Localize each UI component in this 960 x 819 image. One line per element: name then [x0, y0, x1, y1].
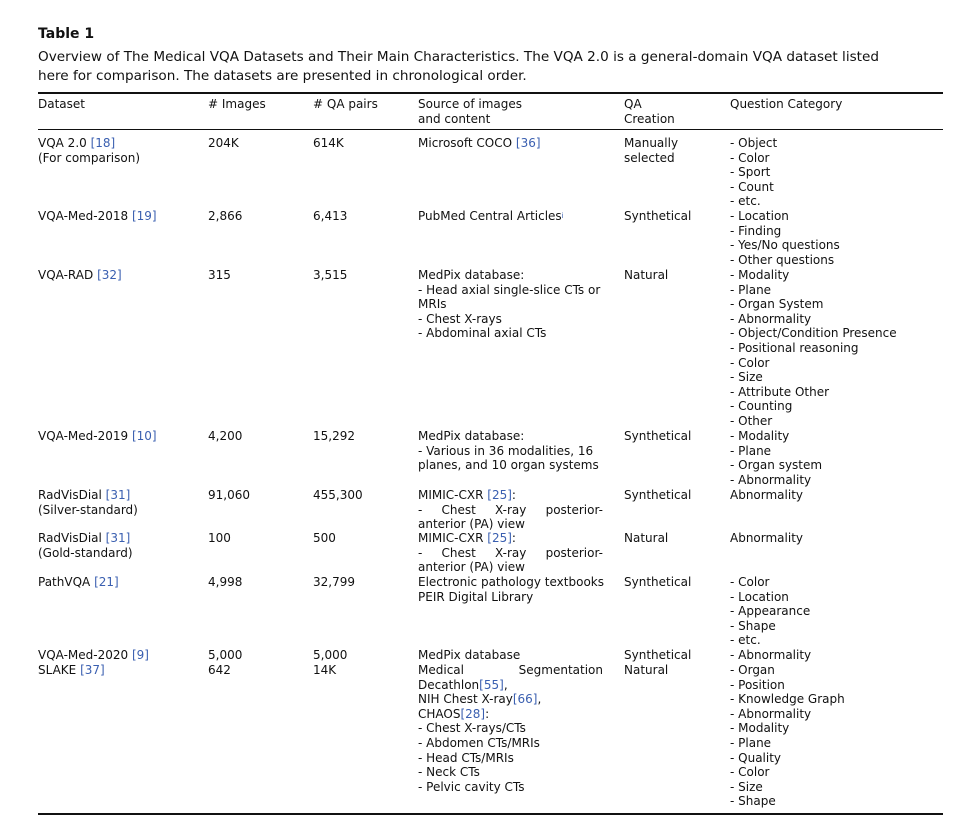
source-line: MedPix database: — [418, 429, 525, 443]
images-cell: 315 — [208, 268, 231, 282]
category-item: - etc. — [730, 633, 761, 648]
source-line: - Head axial single-slice CTs or — [418, 282, 601, 297]
caption-line: here for comparison. The datasets are presented in chronological order. — [38, 68, 527, 84]
category-item: - Modality — [730, 721, 790, 736]
question-category-cell — [730, 648, 945, 663]
source-word: - — [418, 545, 423, 560]
category-item: - Size — [730, 370, 763, 385]
source-line — [418, 663, 603, 678]
images-cell: 4,998 — [208, 575, 243, 589]
dataset-name: VQA 2.0 — [38, 136, 87, 150]
citation-link[interactable]: [31] — [105, 531, 131, 545]
qa-pairs-cell: 15,292 — [313, 429, 355, 443]
category-item: - Organ System — [730, 297, 824, 312]
citation-link[interactable]: [19] — [131, 209, 157, 223]
qa-creation-cell — [624, 136, 724, 165]
source-cell — [418, 488, 603, 532]
category-item: - etc. — [730, 194, 761, 209]
source-text: PubMed Central Articles — [418, 209, 562, 223]
category-item: - Shape — [730, 618, 776, 633]
source-word: Medical — [418, 663, 464, 677]
qa-creation-cell: Synthetical — [624, 488, 692, 502]
source-punct: , — [503, 677, 508, 692]
category-item: - Location — [730, 589, 789, 604]
source-line: - Neck CTs — [418, 765, 480, 780]
qa-creation-cell: Natural — [624, 663, 669, 677]
qa-pairs-cell: 614K — [313, 136, 344, 150]
category-item: - Quality — [730, 750, 782, 765]
category-item: - Object/Condition Presence — [730, 326, 897, 341]
caption-line: Overview of The Medical VQA Datasets and Their Main Characteristics. The VQA 2.0 is a general-domain VQA dataset listed — [38, 49, 880, 65]
qa-creation-cell: Synthetical — [624, 209, 692, 223]
qa-creation-cell: Synthetical — [624, 575, 692, 589]
source-word: posterior- — [545, 502, 603, 517]
qa-creation-line: Manually — [624, 136, 679, 150]
qa-creation-cell: Natural — [624, 268, 669, 282]
source-text: Decathlon — [418, 677, 480, 692]
table-bottom-rule — [38, 813, 943, 815]
source-line: - Abdomen CTs/MRIs — [418, 735, 540, 750]
source-cell — [418, 663, 603, 794]
source-cell — [418, 429, 603, 473]
category-item: - Plane — [730, 443, 772, 458]
images-cell: 91,060 — [208, 488, 250, 502]
category-item: - Attribute Other — [730, 384, 830, 399]
source-line: - Pelvic cavity CTs — [418, 779, 525, 794]
source-line: PEIR Digital Library — [418, 589, 534, 604]
source-line: - Chest X-rays — [418, 311, 502, 326]
dataset-note: (Gold-standard) — [38, 545, 133, 560]
images-cell: 100 — [208, 531, 231, 545]
question-category-cell: Abnormality — [730, 531, 804, 545]
source-line — [418, 503, 603, 518]
images-cell: 5,000 — [208, 648, 243, 662]
question-category-cell — [730, 209, 945, 267]
dataset-note: (Silver-standard) — [38, 502, 138, 517]
qa-creation-cell: Synthetical — [624, 429, 692, 443]
citation-link[interactable]: [25] — [487, 488, 512, 502]
source-punct: , — [537, 692, 542, 707]
header-qa-creation-line: Creation — [624, 111, 675, 126]
source-text: Microsoft COCO — [418, 136, 513, 150]
dataset-cell — [38, 429, 203, 444]
qa-pairs-cell: 14K — [313, 663, 337, 677]
category-item: - Finding — [730, 223, 782, 238]
table-top-rule — [38, 92, 943, 94]
header-images: # Images — [208, 97, 266, 111]
category-item: - Color — [730, 355, 770, 370]
source-line: anterior (PA) view — [418, 517, 525, 532]
source-line: MedPix database: — [418, 268, 525, 282]
citation-link[interactable]: [31] — [105, 488, 131, 502]
images-cell: 4,200 — [208, 429, 243, 443]
category-item: - Modality — [730, 429, 790, 443]
dataset-cell — [38, 268, 203, 283]
dataset-name: RadVisDial — [38, 488, 102, 502]
question-category-cell — [730, 429, 945, 487]
source-cell — [418, 136, 603, 151]
source-punct: : — [485, 706, 490, 721]
question-category-cell — [730, 136, 945, 209]
qa-pairs-cell: 455,300 — [313, 488, 363, 502]
category-item: - Other questions — [730, 252, 835, 267]
citation-link[interactable]: [32] — [97, 268, 122, 282]
source-cell — [418, 575, 603, 604]
header-source-line: Source of images — [418, 97, 523, 111]
question-category-cell — [730, 663, 945, 809]
dataset-note: (For comparison) — [38, 150, 140, 165]
qa-creation-cell: Natural — [624, 531, 669, 545]
source-punct: : — [511, 488, 516, 502]
category-item: - Other — [730, 413, 773, 428]
dataset-cell — [38, 209, 203, 224]
header-qa-creation — [624, 97, 675, 126]
category-item: - Modality — [730, 268, 790, 282]
citation-link[interactable]: [9] — [131, 648, 149, 662]
dataset-name: VQA-Med-2020 — [38, 648, 129, 662]
dataset-cell — [38, 663, 203, 678]
category-item: - Color — [730, 575, 770, 589]
category-item: - Sport — [730, 165, 771, 180]
table-label: Table 1 — [38, 26, 95, 42]
qa-pairs-cell: 6,413 — [313, 209, 348, 223]
citation-link[interactable]: [36] — [515, 136, 541, 150]
dataset-cell — [38, 136, 203, 165]
citation-link[interactable]: [37] — [80, 663, 105, 677]
category-item: - Abnormality — [730, 472, 812, 487]
category-item: - Counting — [730, 399, 793, 414]
category-item: - Shape — [730, 794, 776, 809]
dataset-name: PathVQA — [38, 575, 91, 589]
category-item: - Plane — [730, 282, 772, 297]
dataset-name: VQA-RAD — [38, 268, 94, 282]
category-item: - Object — [730, 136, 778, 150]
source-word: Chest — [441, 502, 476, 517]
source-word: Chest — [441, 545, 476, 560]
dataset-cell — [38, 531, 203, 560]
source-text: CHAOS — [418, 706, 461, 721]
category-item: - Abnormality — [730, 706, 812, 721]
category-item: - Plane — [730, 735, 772, 750]
source-cell — [418, 268, 603, 341]
images-cell: 2,866 — [208, 209, 243, 223]
source-line — [418, 546, 603, 561]
question-category-cell: Abnormality — [730, 488, 804, 502]
category-item: - Abnormality — [730, 648, 812, 662]
source-word: Segmentation — [518, 663, 603, 677]
category-item: - Organ system — [730, 458, 823, 473]
header-qa-creation-line: QA — [624, 97, 642, 111]
qa-creation-line: selected — [624, 150, 675, 165]
header-source — [418, 97, 522, 126]
source-punct: : — [511, 531, 516, 545]
source-line: - Various in 36 modalities, 16 — [418, 443, 594, 458]
category-item: - Color — [730, 765, 770, 780]
question-category-cell — [730, 575, 945, 648]
category-item: - Organ — [730, 663, 775, 677]
question-category-cell — [730, 268, 945, 429]
citation-link[interactable]: [10] — [131, 429, 157, 443]
table-caption — [38, 48, 943, 86]
dataset-cell — [38, 488, 203, 517]
category-item: - Size — [730, 779, 763, 794]
source-cell: MedPix database — [418, 648, 521, 662]
source-text: NIH Chest X-ray — [418, 692, 513, 707]
category-item: - Appearance — [730, 604, 811, 619]
citation-link[interactable]: [28] — [460, 706, 486, 721]
qa-pairs-cell: 32,799 — [313, 575, 355, 589]
citation-link[interactable]: [25] — [487, 531, 512, 545]
table-header-rule — [38, 129, 943, 130]
source-word: - — [418, 502, 423, 517]
dataset-name: RadVisDial — [38, 531, 102, 545]
qa-pairs-cell: 3,515 — [313, 268, 348, 282]
citation-link[interactable]: [55] — [479, 677, 504, 692]
category-item: - Location — [730, 209, 789, 223]
source-line: - Head CTs/MRIs — [418, 750, 514, 765]
source-line: planes, and 10 organ systems — [418, 458, 599, 473]
source-line: - Abdominal axial CTs — [418, 326, 547, 341]
source-line: MRIs — [418, 297, 447, 312]
qa-pairs-cell: 5,000 — [313, 648, 348, 662]
source-word: X-ray — [495, 545, 527, 560]
source-line: - Chest X-rays/CTs — [418, 721, 526, 736]
header-qa-pairs: # QA pairs — [313, 97, 378, 111]
qa-pairs-cell: 500 — [313, 531, 336, 545]
source-cell — [418, 531, 603, 575]
source-line: anterior (PA) view — [418, 560, 525, 575]
category-item: - Knowledge Graph — [730, 692, 845, 707]
images-cell: 642 — [208, 663, 231, 677]
citation-link[interactable]: [21] — [94, 575, 119, 589]
images-cell: 204K — [208, 136, 239, 150]
source-word: posterior- — [545, 545, 603, 560]
table-caption-block — [38, 26, 943, 86]
source-cell — [418, 209, 603, 224]
category-item: - Count — [730, 179, 774, 194]
dataset-name: SLAKE — [38, 663, 77, 677]
citation-link[interactable]: [66] — [512, 692, 538, 707]
category-item: - Abnormality — [730, 311, 812, 326]
source-line: Electronic pathology textbooks — [418, 575, 604, 589]
category-item: - Positional reasoning — [730, 340, 859, 355]
source-text: MIMIC-CXR — [418, 488, 484, 502]
source-word: X-ray — [495, 502, 527, 517]
category-item: - Color — [730, 150, 770, 165]
dataset-cell — [38, 575, 203, 590]
qa-creation-cell: Synthetical — [624, 648, 692, 662]
footnote-mark[interactable]: i — [561, 212, 564, 220]
dataset-name: VQA-Med-2019 — [38, 429, 129, 443]
source-text: MIMIC-CXR — [418, 531, 484, 545]
dataset-cell — [38, 648, 203, 663]
header-source-line: and content — [418, 111, 491, 126]
category-item: - Position — [730, 677, 785, 692]
citation-link[interactable]: [18] — [90, 136, 116, 150]
category-item: - Yes/No questions — [730, 238, 840, 253]
header-question-category: Question Category — [730, 97, 843, 111]
dataset-name: VQA-Med-2018 — [38, 209, 129, 223]
header-dataset: Dataset — [38, 97, 85, 111]
